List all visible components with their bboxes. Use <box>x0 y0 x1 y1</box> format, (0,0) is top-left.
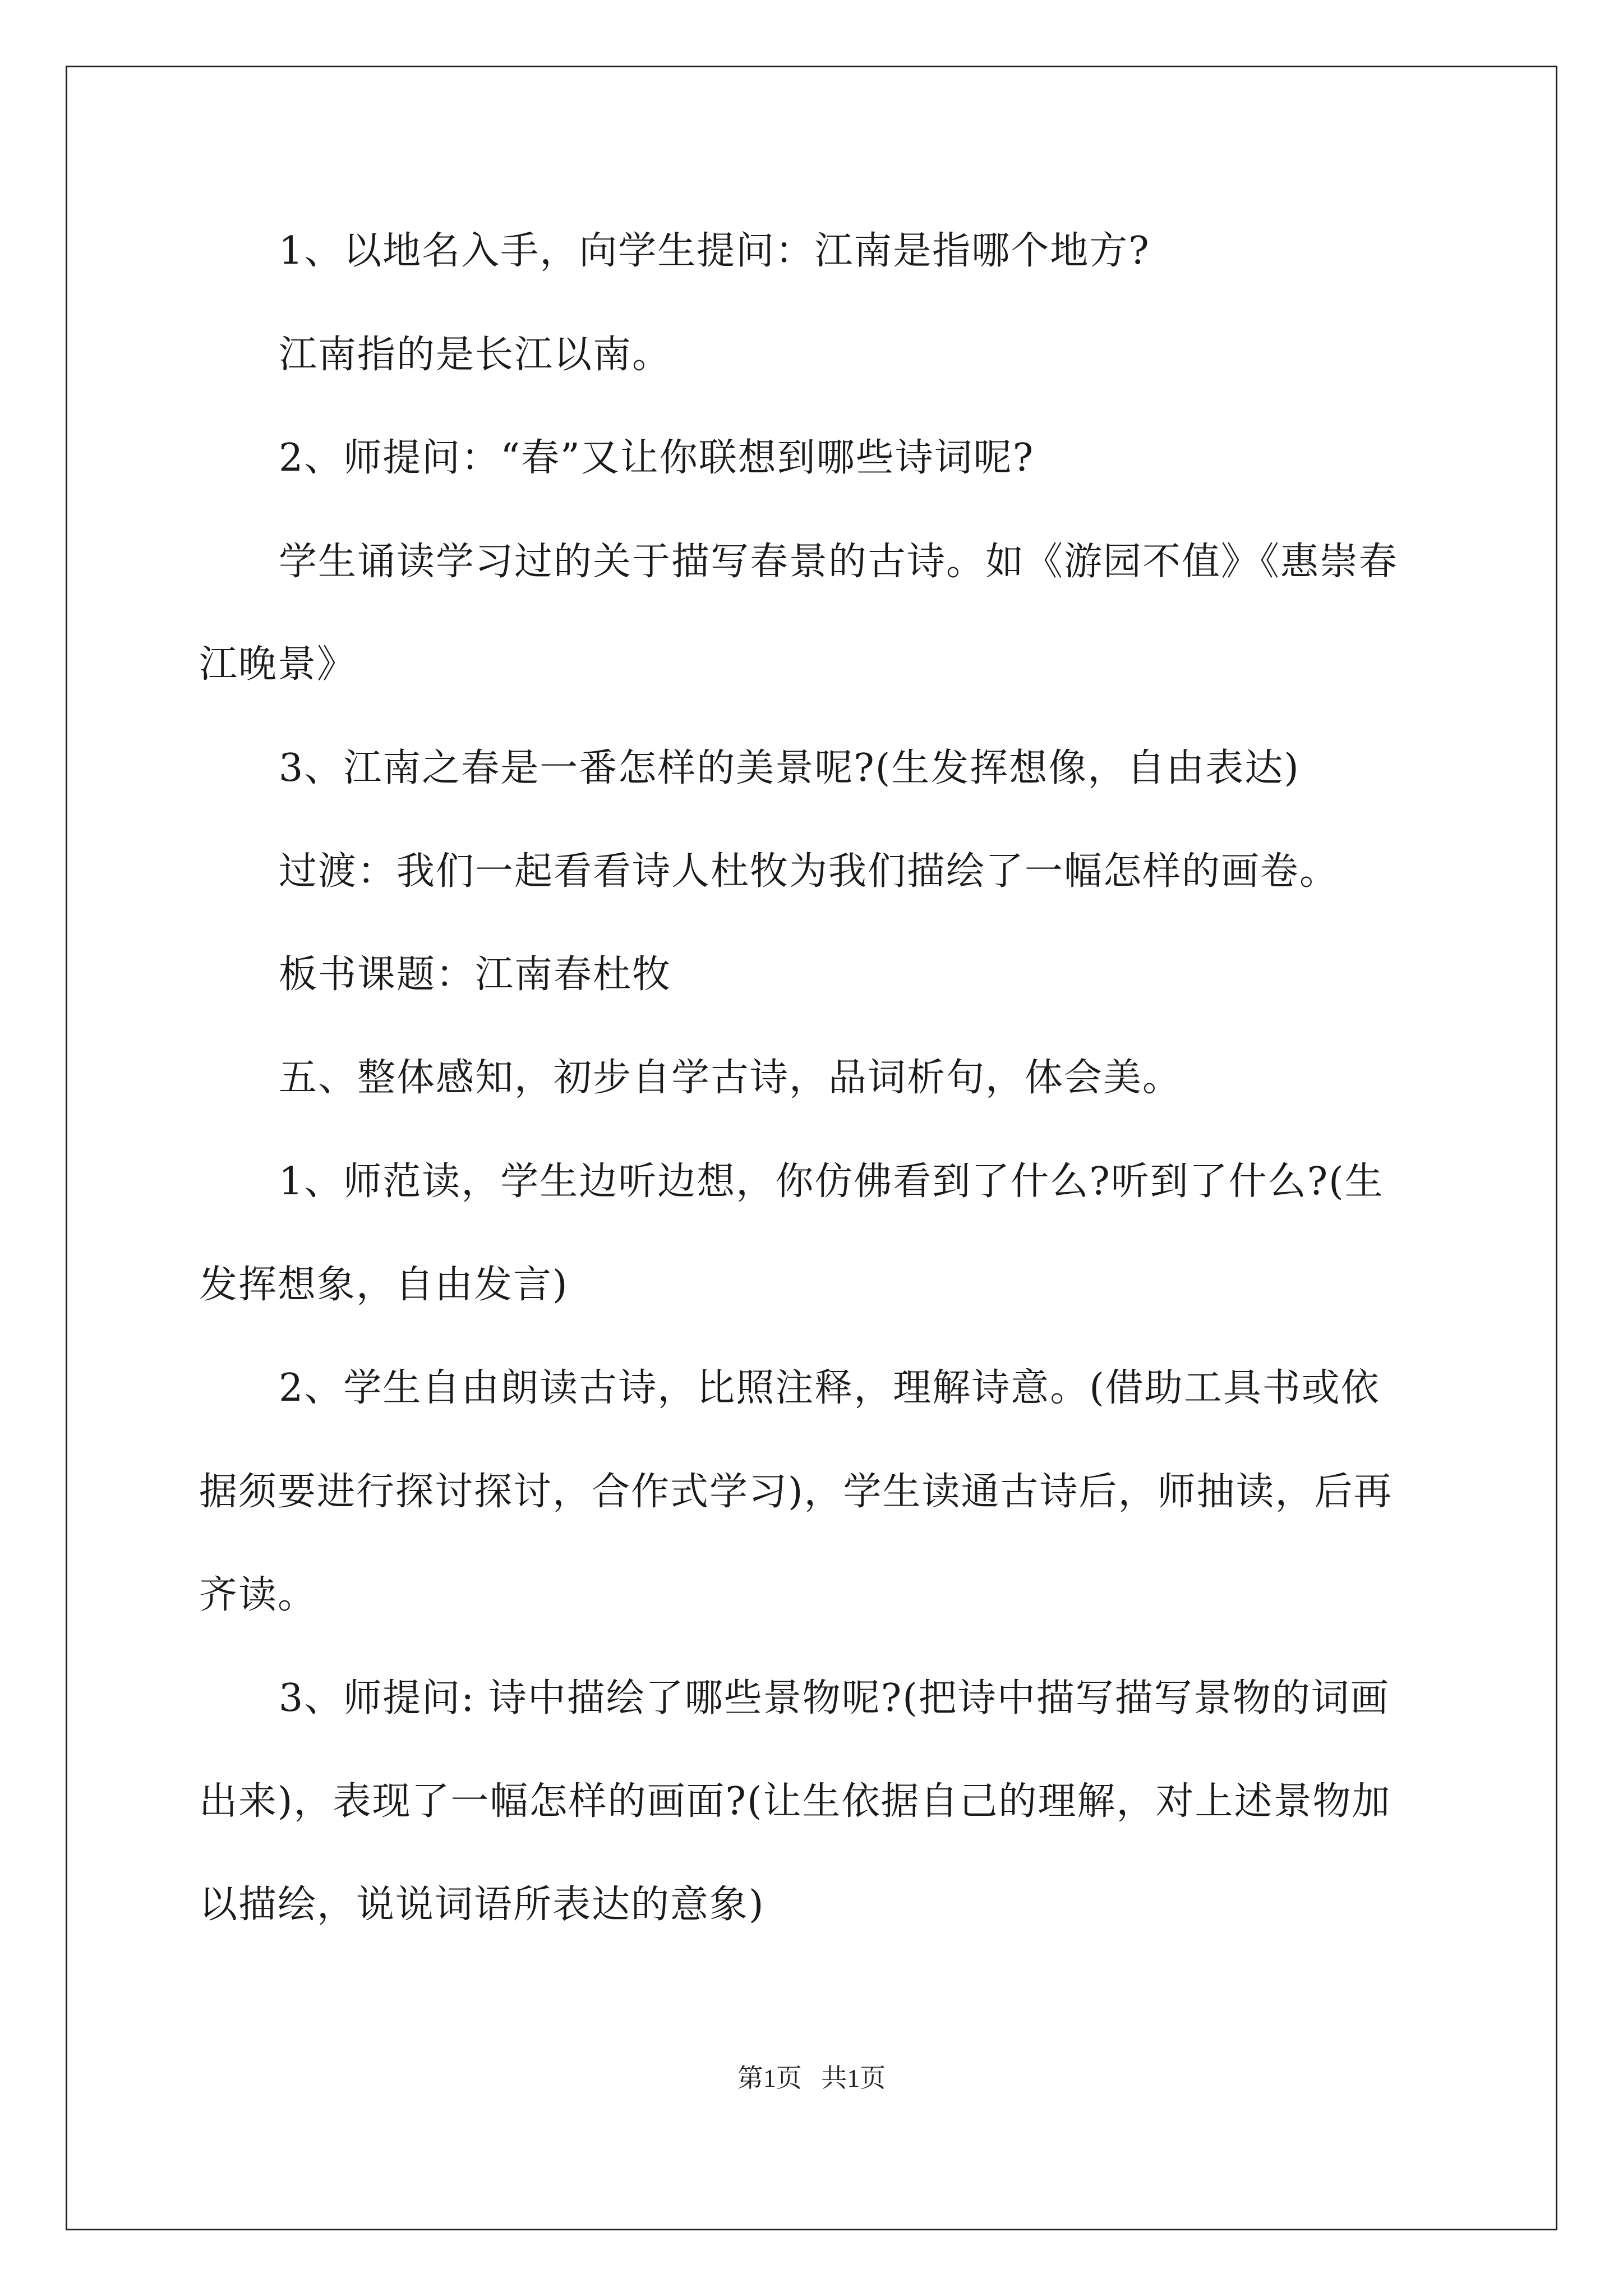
paragraph-line: 以描绘，说说词语所表达的意象) <box>199 1883 765 1927</box>
paragraph-line: 齐读。 <box>199 1573 317 1617</box>
paragraph-line: 板书课题：江南春杜牧 <box>279 953 672 997</box>
paragraph-line: 学生诵读学习过的关于描写春景的古诗。如《游园不值》《惠崇春 <box>279 540 1399 584</box>
paragraph-line: 江晚景》 <box>199 642 357 687</box>
paragraph-line: 过渡：我们一起看看诗人杜牧为我们描绘了一幅怎样的画卷。 <box>279 849 1339 894</box>
paragraph-line: 2、学生自由朗读古诗，比照注释，理解诗意。(借助工具书或依 <box>279 1366 1380 1410</box>
paragraph-line: 2、师提问：“春”又让你联想到哪些诗词呢? <box>279 436 1035 480</box>
page-number-footer: 第1页 共1页 <box>737 2064 886 2092</box>
paragraph-line: 1、以地名入手，向学生提问：江南是指哪个地方? <box>279 229 1150 273</box>
paragraph-line: 3、江南之春是一番怎样的美景呢?(生发挥想像，自由表达) <box>279 746 1300 790</box>
paragraph-line: 出来)，表现了一幅怎样的画面?(让生依据自己的理解，对上述景物加 <box>199 1779 1391 1824</box>
paragraph-line: 据须要进行探讨探讨，合作式学习)，学生读通古诗后，师抽读，后再 <box>199 1470 1393 1514</box>
paragraph-line: 1、师范读，学生边听边想，你仿佛看到了什么?听到了什么?(生 <box>279 1159 1384 1204</box>
section-heading: 五、整体感知，初步自学古诗，品词析句，体会美。 <box>279 1056 1182 1100</box>
paragraph-line: 发挥想象，自由发言) <box>199 1263 569 1307</box>
paragraph-line: 3、师提问: 诗中描绘了哪些景物呢?(把诗中描写描写景物的词画 <box>279 1676 1390 1720</box>
paragraph-line: 江南指的是长江以南。 <box>279 333 672 377</box>
